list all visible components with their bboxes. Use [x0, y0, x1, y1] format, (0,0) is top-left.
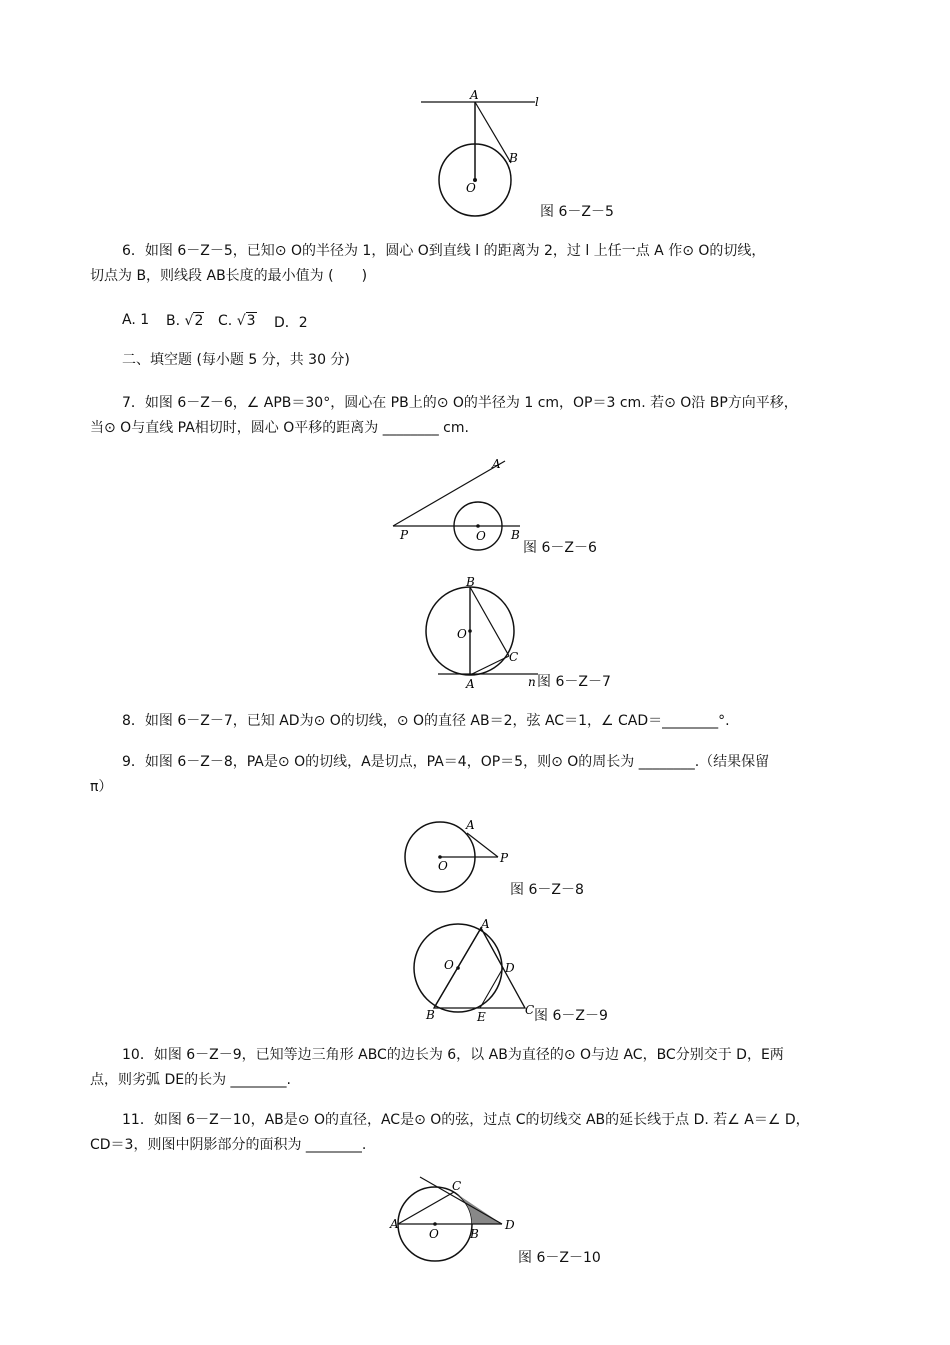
label-c: C	[525, 1003, 535, 1017]
q10-line1: 10．如图 6－Z－9，已知等边三角形 ABC的边长为 6，以 AB为直径的⊙ O与边 AC，BC分别交于 D，E两	[122, 1047, 784, 1063]
figure-6-z-5-caption: 图 6－Z－5	[540, 204, 614, 220]
figure-6-z-8	[400, 815, 520, 900]
q6-line1: 6．如图 6－Z－5，已知⊙ O的半径为 1，圆心 O到直线 l 的距离为 2，过 l 上任一点 A 作⊙ O的切线，	[122, 243, 766, 259]
q6-option-b	[166, 312, 204, 329]
figure-6-z-10-drawing	[390, 1175, 530, 1270]
tangent-pa	[467, 833, 498, 857]
q6-option-b-radicand: 2	[194, 313, 204, 329]
sqrt-icon: √	[236, 313, 246, 329]
q10-line2: 点，则劣弧 DE的长为 ________.	[90, 1072, 291, 1088]
label-b: B	[470, 1227, 479, 1241]
label-b: B	[466, 575, 475, 589]
label-b: B	[426, 1008, 435, 1022]
center-o	[476, 524, 480, 528]
label-p: P	[400, 528, 409, 542]
q7-line2: 当⊙ O与直线 PA相切时，圆心 O平移的距离为 ________ cm.	[90, 420, 469, 436]
q6-option-c	[218, 312, 257, 329]
section-heading: 二、填空题 (每小题 5 分，共 30 分)	[122, 352, 350, 368]
line-pa	[393, 461, 505, 526]
figure-6-z-8-drawing	[400, 815, 520, 900]
label-a: A	[466, 818, 475, 832]
label-a: A	[481, 917, 490, 931]
q9-line1: 9．如图 6－Z－8，PA是⊙ O的切线，A是切点，PA＝4，OP＝5，则⊙ O的周长为 ________.（结果保留	[122, 754, 770, 770]
figure-6-z-7-drawing	[430, 572, 550, 692]
figure-6-z-9-caption: 图 6－Z－9	[534, 1008, 608, 1024]
label-o: O	[466, 181, 476, 195]
label-b: B	[511, 528, 520, 542]
chord-ac	[470, 656, 509, 675]
sqrt-icon: √	[184, 313, 194, 329]
q6-line2: 切点为 B，则线段 AB长度的最小值为 ( )	[90, 268, 368, 284]
center-o	[468, 629, 472, 633]
label-b: B	[509, 151, 518, 165]
figure-6-z-9-drawing	[405, 915, 545, 1025]
q11-line1: 11．如图 6－Z－10，AB是⊙ O的直径，AC是⊙ O的弦，过点 C的切线交 AB的延长线于点 D. 若∠ A＝∠ D，	[122, 1112, 810, 1128]
chord-bc	[470, 587, 509, 656]
q9-line2: π）	[90, 779, 113, 795]
figure-6-z-10-caption: 图 6－Z－10	[518, 1250, 601, 1266]
label-o: O	[438, 859, 448, 873]
label-c: C	[509, 650, 519, 664]
q7-line1: 7．如图 6－Z－6，∠ APB＝30°，圆心在 PB上的⊙ O的半径为 1 cm，OP＝3 cm. 若⊙ O沿 BP方向平移，	[122, 395, 798, 411]
label-o: O	[429, 1227, 439, 1241]
label-o: O	[444, 958, 454, 972]
label-a: A	[492, 457, 501, 471]
q8-line1: 8．如图 6－Z－7，已知 AD为⊙ O的切线，⊙ O的直径 AB＝2，弦 AC＝1，∠ CAD＝________°.	[122, 713, 730, 729]
q6-option-b-label: B.	[166, 313, 181, 329]
label-l: l	[535, 95, 539, 109]
label-a: A	[466, 677, 475, 691]
q6-option-a: A. 1	[122, 312, 150, 328]
figure-6-z-6-drawing	[390, 455, 530, 555]
q6-option-d: D．2	[274, 315, 308, 331]
label-a: A	[390, 1217, 399, 1231]
label-n: n	[528, 675, 536, 689]
figure-6-z-5	[415, 90, 555, 220]
figure-6-z-10	[390, 1175, 530, 1270]
label-p: P	[500, 851, 509, 865]
figure-6-z-5-drawing	[415, 90, 555, 220]
figure-6-z-8-caption: 图 6－Z－8	[510, 882, 584, 898]
q6-option-c-label: C.	[218, 313, 233, 329]
chord-ac	[398, 1192, 454, 1224]
q11-line2: CD＝3，则图中阴影部分的面积为 ________.	[90, 1137, 367, 1153]
label-d: D	[505, 1218, 515, 1232]
label-c: C	[452, 1179, 462, 1193]
figure-6-z-9	[405, 915, 545, 1025]
q6-option-c-radicand: 3	[246, 313, 256, 329]
label-d: D	[505, 961, 515, 975]
center-o	[456, 966, 460, 970]
label-o: O	[457, 627, 467, 641]
figure-6-z-7-caption: 图 6－Z－7	[537, 674, 611, 690]
figure-6-z-6	[390, 455, 530, 555]
label-e: E	[477, 1010, 486, 1024]
label-a: A	[470, 88, 479, 102]
figure-6-z-6-caption: 图 6－Z－6	[523, 540, 597, 556]
label-o: O	[476, 529, 486, 543]
figure-6-z-7	[430, 572, 550, 692]
center-o	[433, 1222, 437, 1226]
segment-ab	[475, 102, 511, 163]
